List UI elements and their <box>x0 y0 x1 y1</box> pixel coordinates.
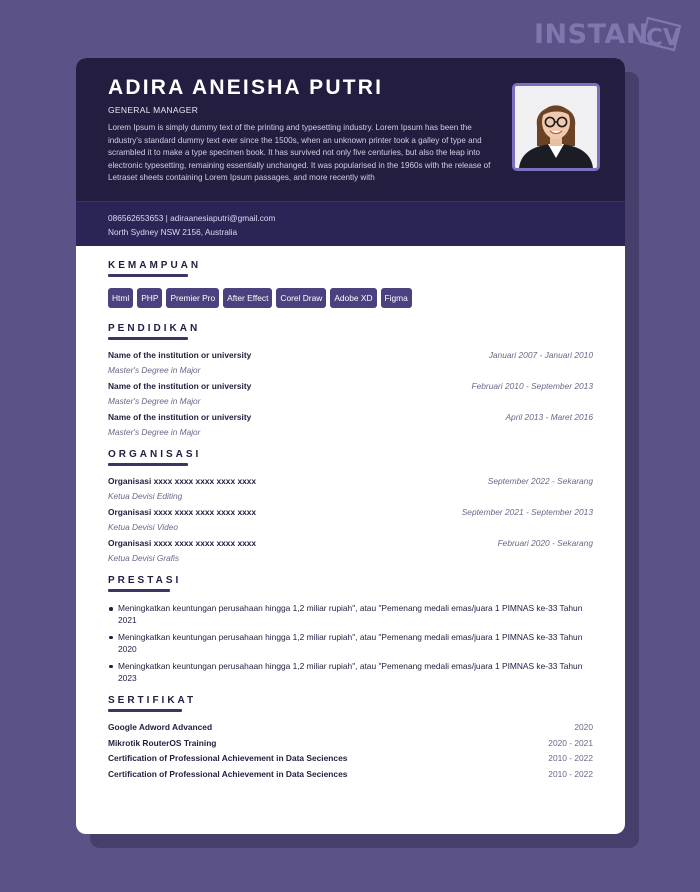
brand-logo-mark: CV <box>646 25 681 51</box>
contact-address: North Sydney NSW 2156, Australia <box>108 227 238 237</box>
certificate-year: 2020 <box>574 722 593 733</box>
certificate-name: Certification of Professional Achievement in Data Seciences <box>108 753 348 764</box>
skill-tag: Premier Pro <box>166 288 219 308</box>
achievement-item: Meningkatkan keuntungan perusahaan hingga 1,2 miliar rupiah", atau "Pemenang medali emas/juara 1 PIMNAS ke-33 Tahun 2021 <box>108 602 594 627</box>
section-underline <box>108 589 170 592</box>
organization-name: Organisasi xxxx xxxx xxxx xxxx xxxx <box>108 476 257 486</box>
organization-list <box>108 476 593 563</box>
organization-section <box>108 449 593 563</box>
profile-photo <box>512 83 600 171</box>
certificate-entry <box>108 767 593 782</box>
organization-position: Ketua Devisi Editing <box>108 491 183 501</box>
education-entry <box>108 381 593 406</box>
section-title: ORGANISASI <box>108 449 202 460</box>
section-underline <box>108 274 188 277</box>
education-section <box>108 323 593 437</box>
education-period: Februari 2010 - September 2013 <box>471 381 593 391</box>
certificate-entry <box>108 736 593 751</box>
section-title: PRESTASI <box>108 575 182 586</box>
achievement-item: Meningkatkan keuntungan perusahaan hingga 1,2 miliar rupiah", atau "Pemenang medali emas/juara 1 PIMNAS ke-33 Tahun 2020 <box>108 631 594 656</box>
institution-name: Name of the institution or university <box>108 412 252 422</box>
resume-header <box>76 58 625 201</box>
section-underline <box>108 337 188 340</box>
organization-entry <box>108 476 593 501</box>
organization-period: September 2021 - September 2013 <box>461 507 593 517</box>
person-portrait-icon <box>515 86 597 168</box>
section-title: KEMAMPUAN <box>108 260 202 271</box>
certificate-entry <box>108 751 593 766</box>
brand-logo <box>534 16 684 56</box>
job-title: GENERAL MANAGER <box>108 105 199 115</box>
certificate-year: 2020 - 2021 <box>548 737 593 748</box>
certificates-section <box>108 695 593 782</box>
skill-list <box>108 288 593 308</box>
certificate-year: 2010 - 2022 <box>548 768 593 779</box>
certificate-name: Mikrotik RouterOS Training <box>108 737 217 748</box>
full-name: ADIRA ANEISHA PUTRI <box>108 76 384 99</box>
certificate-year: 2010 - 2022 <box>548 753 593 764</box>
organization-entry <box>108 538 593 563</box>
section-underline <box>108 709 182 712</box>
section-underline <box>108 463 188 466</box>
profile-summary: Lorem Ipsum is simply dummy text of the printing and typesetting industry. Lorem Ipsum has been the industry's standard dummy text ever since the 1500s, when an unknown printer took a galley of type and scrambled it to make a type specimen book. It has survived not only five centuries, but also the leap into electronic typesetting, remaining essentially unchanged. It was popularised in the 1960s with the release of Letraset sheets containing Lorem Ipsum passages, and more recently with <box>108 123 491 183</box>
contact-phone-email: 086562653653 | adiraanesiaputri@gmail.com <box>108 213 276 223</box>
education-entry <box>108 412 593 437</box>
skill-tag: After Effect <box>223 288 272 308</box>
degree-name: Master's Degree in Major <box>108 396 201 406</box>
skill-tag: Html <box>108 288 133 308</box>
certificate-name: Google Adword Advanced <box>108 722 213 733</box>
institution-name: Name of the institution or university <box>108 381 252 391</box>
skills-section <box>108 260 593 308</box>
education-period: April 2013 - Maret 2016 <box>505 412 593 422</box>
cv-logo-icon <box>634 16 684 52</box>
organization-period: September 2022 - Sekarang <box>487 476 593 486</box>
organization-name: Organisasi xxxx xxxx xxxx xxxx xxxx <box>108 507 257 517</box>
achievements-section <box>108 575 593 684</box>
section-title: SERTIFIKAT <box>108 695 197 707</box>
section-title: PENDIDIKAN <box>108 323 201 334</box>
brand-logo-text: INSTAN <box>534 19 649 50</box>
certificate-list <box>108 720 593 782</box>
achievement-list <box>108 602 593 684</box>
degree-name: Master's Degree in Major <box>108 427 201 437</box>
contact-band <box>76 201 625 246</box>
education-entry <box>108 350 593 375</box>
certificate-name: Certification of Professional Achievement in Data Seciences <box>108 768 348 779</box>
resume-body <box>76 246 625 782</box>
organization-position: Ketua Devisi Grafis <box>108 553 180 563</box>
skill-tag: PHP <box>137 288 162 308</box>
education-list <box>108 350 593 437</box>
resume-card <box>76 58 625 834</box>
organization-entry <box>108 507 593 532</box>
certificate-entry <box>108 720 593 735</box>
achievement-item: Meningkatkan keuntungan perusahaan hingga 1,2 miliar rupiah", atau "Pemenang medali emas/juara 1 PIMNAS ke-33 Tahun 2023 <box>108 660 594 685</box>
education-period: Januari 2007 - Januari 2010 <box>488 350 593 360</box>
organization-position: Ketua Devisi Video <box>108 522 178 532</box>
skill-tag: Adobe XD <box>330 288 376 308</box>
institution-name: Name of the institution or university <box>108 350 252 360</box>
degree-name: Master's Degree in Major <box>108 365 201 375</box>
skill-tag: Corel Draw <box>276 288 326 308</box>
organization-period: Februari 2020 - Sekarang <box>497 538 593 548</box>
skill-tag: Figma <box>381 288 412 308</box>
organization-name: Organisasi xxxx xxxx xxxx xxxx xxxx <box>108 538 257 548</box>
